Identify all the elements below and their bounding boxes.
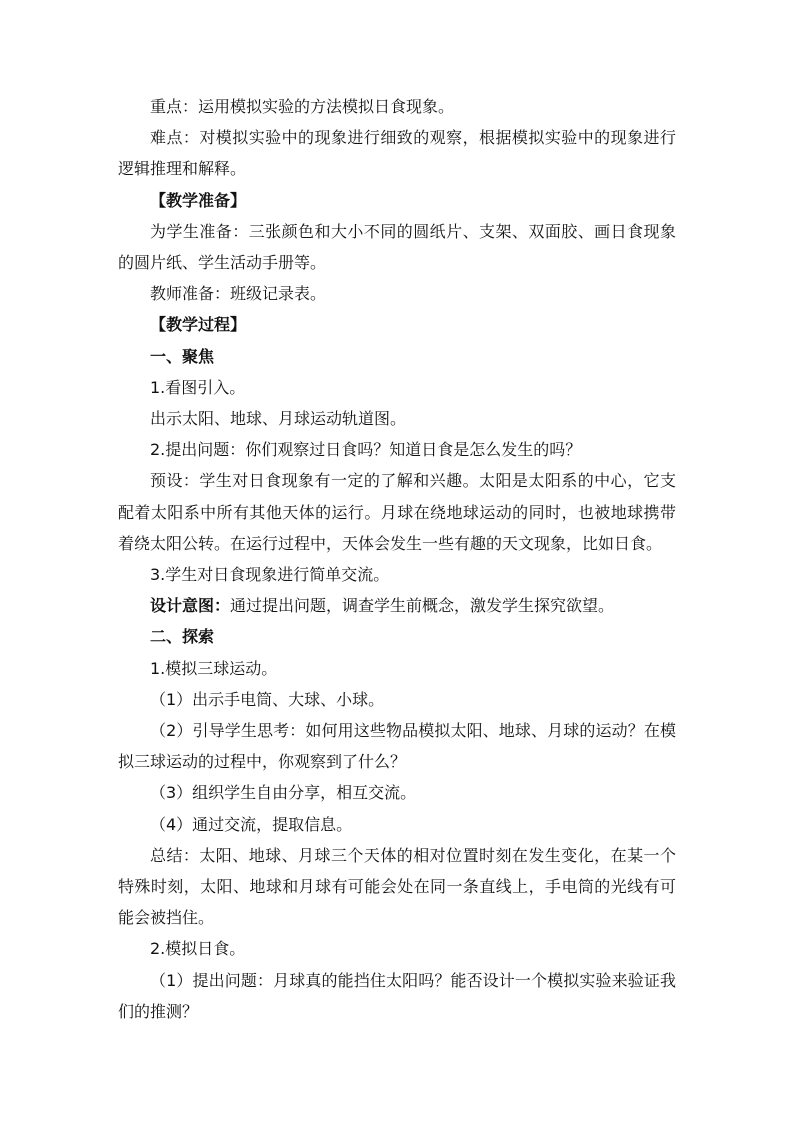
design-intent-label: 设计意图：	[150, 596, 231, 616]
subsection-heading-explore: 二、探索	[150, 627, 215, 647]
step-paragraph: 1.看图引入。	[150, 377, 246, 397]
step-paragraph: （4）通过交流，提取信息。	[150, 814, 353, 834]
teacher-preparation-paragraph: 教师准备：班级记录表。	[150, 284, 327, 304]
step-paragraph: （3）组织学生自由分享，相互交流。	[150, 783, 417, 803]
difficulty-paragraph: 难点：对模拟实验中的现象进行细致的观察，根据模拟实验中的现象进行逻辑推理和解释。	[118, 128, 676, 179]
summary-paragraph: 总结：太阳、地球、月球三个天体的相对位置时刻在发生变化，在某一个特殊时刻，太阳、地球和月球有可能会处在同一条直线上，手电筒的光线有可能会被挡住。	[118, 845, 676, 928]
step-paragraph: （2）引导学生思考：如何用这些物品模拟太阳、地球、月球的运动？在模拟三球运动的过程中，你观察到了什么？	[118, 721, 676, 772]
subsection-heading-focus: 一、聚焦	[150, 346, 215, 366]
key-point-paragraph: 重点：运用模拟实验的方法模拟日食现象。	[150, 97, 455, 116]
step-paragraph: （1）提出问题：月球真的能挡住太阳吗？能否设计一个模拟实验来验证我们的推测？	[118, 970, 676, 1021]
step-paragraph: 2.提出问题：你们观察过日食吗？知道日食是怎么发生的吗？	[150, 440, 582, 460]
student-preparation-paragraph: 为学生准备：三张颜色和大小不同的圆纸片、支架、双面胶、画日食现象的圆片纸、学生活动手册等。	[118, 221, 676, 273]
design-intent-paragraph	[118, 590, 676, 621]
step-paragraph: 1.模拟三球运动。	[150, 658, 278, 678]
design-intent-text: 通过提出问题，调查学生前概念，激发学生探究欲望。	[230, 596, 615, 616]
document-page	[118, 91, 676, 1027]
step-paragraph: 出示太阳、地球、月球运动轨道图。	[150, 409, 407, 429]
preset-paragraph: 预设：学生对日食现象有一定的了解和兴趣。太阳是太阳系的中心，它支配着太阳系中所有其他天体的运行。月球在绕地球运动的同时，也被地球携带着绕太阳公转。在运行过程中，天体会发生一些有趣的天文现象，比如日食。	[118, 471, 676, 553]
section-heading-preparation: 【教学准备】	[150, 190, 247, 210]
step-paragraph: 2.模拟日食。	[150, 939, 246, 959]
section-heading-process: 【教学过程】	[150, 315, 247, 335]
step-paragraph: （1）出示手电筒、大球、小球。	[150, 689, 385, 709]
step-paragraph: 3.学生对日食现象进行简单交流。	[150, 565, 390, 585]
